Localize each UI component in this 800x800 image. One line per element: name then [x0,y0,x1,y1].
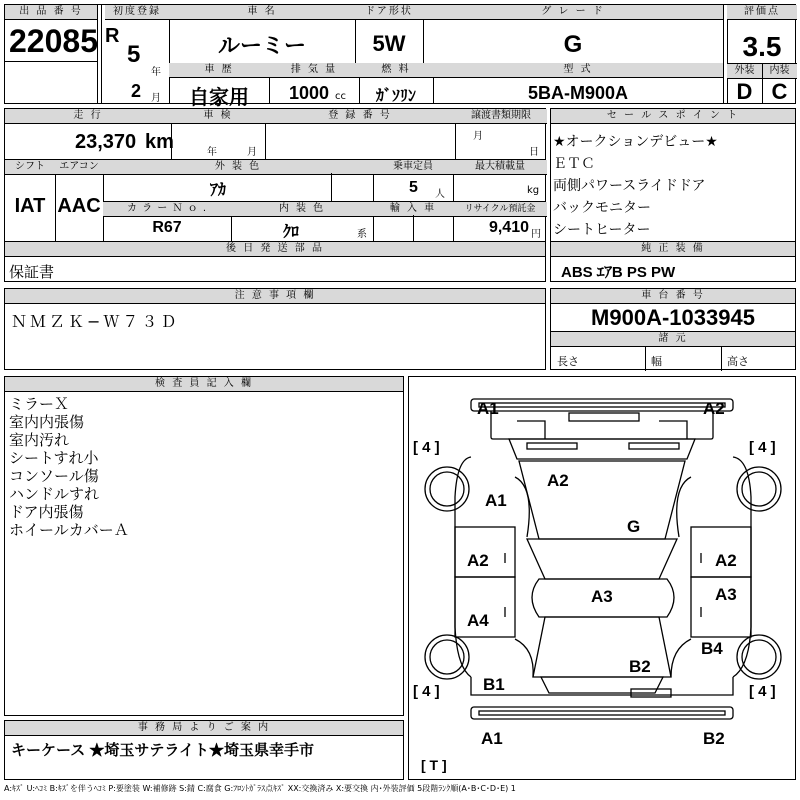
office-block [4,720,404,780]
inspector-block [4,376,404,716]
import-label: 輸 入 車 [373,202,453,217]
damage-mark: A3 [591,587,613,606]
details-block [4,108,546,282]
reg-month: 2 [131,81,142,101]
load-label: 最大積載量 [453,160,547,175]
interior-label: 内装 [762,64,797,79]
capacity: 5 [409,179,418,196]
inspector-line: ミラーＸ [9,395,70,413]
model-label: 型 式 [433,63,723,78]
first-reg-label: 初度登録 [105,5,169,20]
inspector-line: ハンドルすれ [9,485,100,503]
reg-year-unit: 年 [151,67,161,78]
damage-mark: B2 [629,657,651,676]
lot-label: 出 品 番 号 [5,5,97,20]
tire-score: [ 4 ] [749,683,776,700]
model: 5BA-M900A [527,83,629,103]
office-text: キーケース ★埼玉サテライト★埼玉県幸手市 [11,742,314,759]
inspection-year-unit: 年 [207,147,217,158]
sales-point: シートヒーター [553,222,651,238]
ac-label: エアコン [55,160,103,175]
exterior-label: 外装 [727,64,762,79]
dims-label: 諸 元 [551,332,795,347]
history-label: 車 歴 [169,63,269,78]
height-label: 高さ [727,355,749,368]
length-label: 長さ [557,355,579,368]
later-parts: 保証書 [9,263,55,281]
damage-mark: A4 [467,611,489,630]
reg-year: 5 [127,41,141,68]
shift: IAT [14,195,46,217]
sales-label: セ ー ル ス ポ イ ン ト [551,109,795,124]
inspector-line: 室内内張傷 [9,413,85,431]
damage-mark: B4 [701,639,723,658]
int-color-unit: 系 [357,229,367,240]
inspection-label: 車 検 [171,109,265,124]
tire-score: [ 4 ] [413,439,440,456]
later-parts-label: 後 日 発 送 部 品 [5,242,545,257]
sales-point: ＥＴＣ [553,156,595,172]
displacement-label: 排 気 量 [269,63,359,78]
mileage-unit: km [145,131,174,153]
damage-mark: A2 [547,471,569,490]
color-label: 外 装 色 [103,160,373,175]
int-color: ｸﾛ [282,224,299,241]
damage-mark: B1 [483,675,505,694]
color-no-label: カ ラ ー Ｎ ｏ . [103,202,231,217]
sales-block [550,108,796,282]
width-label: 幅 [651,355,662,368]
tire-score: [ 4 ] [413,683,440,700]
chassis-label: 車 台 番 号 [551,289,795,304]
inspection-month-unit: 月 [247,147,257,158]
damage-diagram [408,376,796,780]
car-name: ルーミー [217,33,306,58]
transfer-label: 譲渡書類期限 [455,109,547,124]
displacement: 1000 [289,83,330,103]
trunk-mark: [ T ] [421,757,447,773]
capacity-unit: 人 [435,189,445,200]
damage-mark: A3 [715,585,737,604]
sales-point: バックモニター [553,200,651,216]
color: ｱｶ [209,182,226,199]
score: 3.5 [742,31,782,62]
ac: AAC [57,195,101,217]
inspector-label: 検 査 員 記 入 欄 [5,377,403,392]
int-color-label: 内 装 色 [231,202,373,217]
mileage-label: 走 行 [5,109,171,124]
grade-label: グ レ ー ド [423,5,723,20]
notes-block [4,288,546,370]
damage-mark: A1 [481,729,503,748]
interior-score: C [771,79,788,104]
history: 自家用 [189,87,249,109]
door-label: ドア形状 [355,5,423,20]
sales-point: ★オークションデビュー★ [553,134,718,150]
reg-month-unit: 月 [151,93,161,104]
damage-mark: G [627,517,641,536]
load-unit: kg [527,185,540,196]
transfer-month-unit: 月 [473,131,483,142]
capacity-label: 乗車定員 [373,160,453,175]
mileage: 23,370 [75,131,137,153]
shift-label: シフト [5,160,55,175]
exterior-score: D [736,79,753,104]
damage-mark: A2 [467,551,489,570]
door-type: 5W [372,31,406,56]
inspector-line: コンソール傷 [9,467,99,485]
equip-label: 純 正 装 備 [551,242,795,257]
sales-point: 両側パワースライドドア [553,178,706,194]
era: R [105,25,120,47]
notes-text: ＮＭＺＫ−Ｗ７３Ｄ [11,312,180,331]
recycle: 9,410 [488,219,529,236]
recycle-label: リサイクル預託金 [453,202,547,217]
damage-mark: A2 [715,551,737,570]
chassis-number: M900A-1033945 [591,305,755,330]
fuel-label: 燃 料 [359,63,433,78]
header-block [4,4,796,109]
inspector-line: ホイールカバーＡ [9,521,129,539]
legend: A:ｷｽﾞ U:ﾍｺﾐ B:ｷｽﾞを伴うﾍｺﾐ P:要塗装 W:補修跡 S:錆 C:腐食 G:ﾌﾛﾝﾄｶﾞﾗｽ点ｷｽﾞ XX:交換済み X:要交換 内･外装評価 5段階ﾗﾝｸ順(A･B･C･D･E) 1 [4,784,516,793]
fuel: ｶﾞｿﾘﾝ [375,88,416,105]
displacement-unit: cc [335,91,346,102]
transfer-day-unit: 日 [529,147,539,158]
chassis-block [550,288,796,370]
damage-mark: B2 [703,729,725,748]
score-label: 評価点 [727,5,797,20]
plate-label: 登 録 番 号 [265,109,455,124]
damage-mark: A1 [477,399,499,418]
tire-score: [ 4 ] [749,439,776,456]
color-no: R67 [152,219,182,236]
car-name-label: 車 名 [169,5,355,20]
car-outline [409,377,797,781]
lot-number: 22085 [9,23,98,59]
grade: G [563,31,583,58]
notes-label: 注 意 事 項 欄 [5,289,545,304]
inspector-line: 室内汚れ [9,431,70,449]
equipment: ABS ｴｱB PS PW [561,264,676,281]
inspector-line: ドア内張傷 [9,503,84,521]
inspector-line: シートすれ小 [9,449,99,467]
office-label: 事 務 局 よ り ご 案 内 [5,721,403,736]
recycle-unit: 円 [531,229,541,240]
damage-mark: A2 [703,399,725,418]
damage-mark: A1 [485,491,507,510]
